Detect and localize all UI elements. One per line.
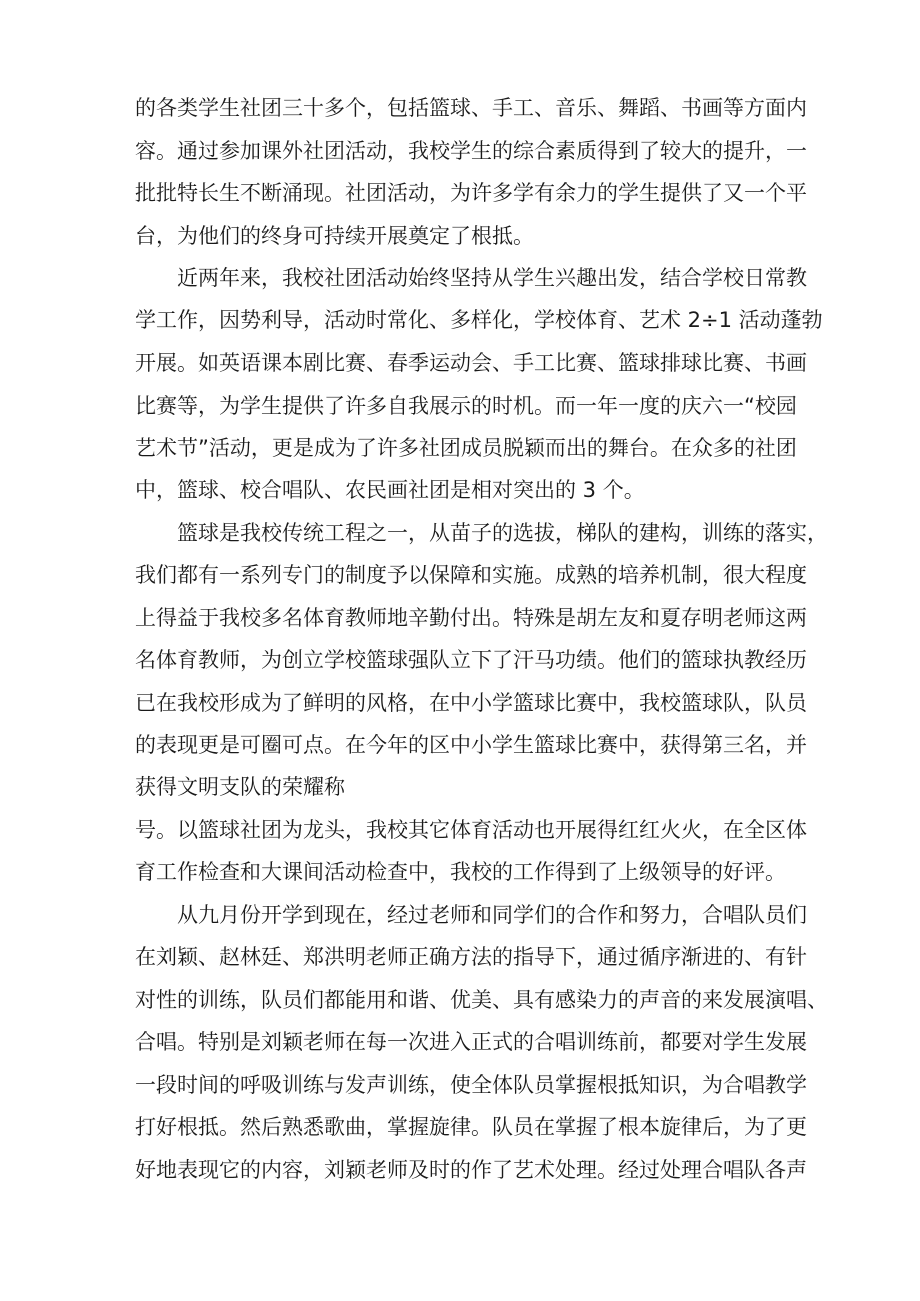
text-line: 中，篮球、校合唱队、农民画社团是相对突出的 3 个。: [135, 478, 645, 502]
text-line: 近两年来，我校社团活动始终坚持从学生兴趣出发，结合学校日常教: [177, 266, 807, 290]
text-line: 好地表现它的内容，刘颖老师及时的作了艺术处理。经过处理合唱队各声: [135, 1158, 807, 1182]
text-line: 已在我校形成为了鲜明的风格，在中小学篮球比赛中，我校篮球队，队员: [135, 691, 807, 715]
text-line: 上得益于我校多名体育教师地辛勤付出。特殊是胡左友和夏存明老师这两: [135, 606, 807, 630]
text-line: 号。以篮球社团为龙头，我校其它体育活动也开展得红红火火，在全区体: [135, 818, 807, 842]
text-line: 我们都有一系列专门的制度予以保障和实施。成熟的培养机制，很大程度: [135, 563, 807, 587]
text-line: 育工作检查和大课间活动检查中，我校的工作得到了上级领导的好评。: [135, 860, 786, 884]
text-line: 篮球是我校传统工程之一，从苗子的选拔，梯队的建构，训练的落实，: [177, 521, 828, 545]
text-line: 学工作，因势利导，活动时常化、多样化，学校体育、艺术 2÷1 活动蓬勃: [135, 308, 823, 332]
text-line: 台，为他们的终身可持续开展奠定了根抵。: [135, 224, 534, 248]
text-line: 在刘颖、赵林廷、郑洪明老师正确方法的指导下，通过循序渐进的、有针: [135, 945, 807, 969]
text-line: 打好根抵。然后熟悉歌曲，掌握旋律。队员在掌握了根本旋律后，为了更: [135, 1115, 807, 1139]
text-line: 名体育教师，为创立学校篮球强队立下了汗马功绩。他们的篮球执教经历: [135, 648, 807, 672]
text-line: 容。通过参加课外社团活动，我校学生的综合素质得到了较大的提升，一: [135, 139, 807, 163]
text-line: 的各类学生社团三十多个，包括篮球、手工、音乐、舞蹈、书画等方面内: [135, 96, 807, 120]
text-line: 合唱。特别是刘颖老师在每一次进入正式的合唱训练前，都要对学生发展: [135, 1030, 807, 1054]
text-line: 开展。如英语课本剧比赛、春季运动会、手工比赛、篮球排球比赛、书画: [135, 351, 807, 375]
text-line: 艺术节”活动，更是成为了许多社团成员脱颖而出的舞台。在众多的社团: [135, 436, 797, 460]
text-line: 一段时间的呼吸训练与发声训练，使全体队员掌握根抵知识，为合唱教学: [135, 1073, 807, 1097]
text-line: 从九月份开学到现在，经过老师和同学们的合作和努力，合唱队员们: [177, 903, 807, 927]
text-line: 获得文明支队的荣耀称: [135, 775, 345, 799]
text-line: 批批特长生不断涌现。社团活动，为许多学有余力的学生提供了又一个平: [135, 181, 807, 205]
text-line: 的表现更是可圈可点。在今年的区中小学生篮球比赛中，获得第三名，并: [135, 733, 807, 757]
text-line: 比赛等，为学生提供了许多自我展示的时机。而一年一度的庆六一“校园: [135, 394, 797, 418]
text-line: 对性的训练，队员们都能用和谐、优美、具有感染力的声音的来发展演唱、: [135, 988, 828, 1012]
